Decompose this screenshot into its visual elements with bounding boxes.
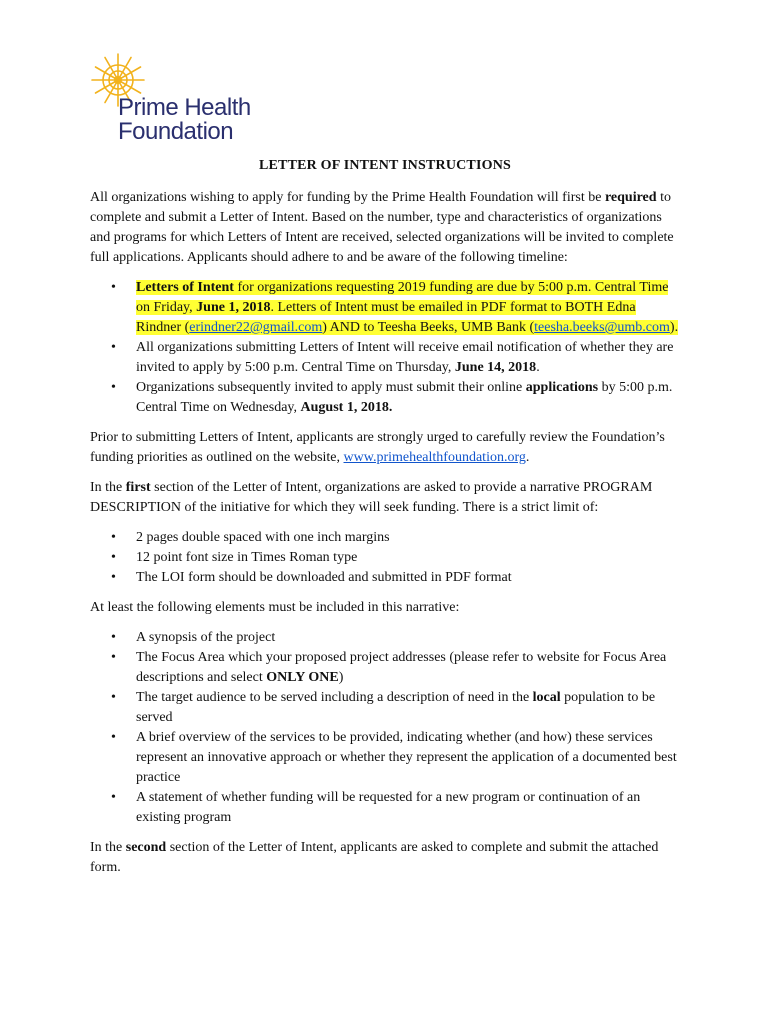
document-body [90, 156, 680, 888]
logo-line-1: Prime Health [118, 94, 251, 121]
timeline-text: . [536, 360, 540, 375]
logo-line-2: Foundation [118, 118, 234, 145]
bold-date-august-1: August 1, 2018. [300, 400, 393, 415]
intro-paragraph [90, 188, 680, 268]
logo-wordmark [118, 96, 251, 144]
prior-text-2: . [525, 450, 530, 465]
highlighted-text [136, 280, 678, 335]
list-item: • 2 pages double spaced with one inch margins [136, 528, 680, 548]
list-item [136, 648, 680, 688]
timeline-text: for organizations requesting 2019 funding are due by 5:00 p.m. Central Time on Friday, [136, 280, 669, 315]
timeline-text: . Letters of Intent must be emailed in PDF format to BOTH Edna Rindner ( [136, 300, 636, 335]
elements-list [90, 628, 680, 828]
bold-date-june-1: June 1, 2018 [196, 300, 271, 315]
timeline-item-letters [136, 278, 680, 338]
first-text-1: In the [90, 480, 126, 495]
intro-bold-required: required [604, 190, 657, 205]
element-text: The Focus Area which your proposed project addresses (please refer to website for Focus Area descriptions and select [136, 650, 667, 685]
bold-first: first [125, 480, 151, 495]
timeline-text: Organizations subsequently invited to apply must submit their online [136, 380, 526, 395]
bold-second: second [125, 840, 167, 855]
bold-only-one: ONLY ONE [266, 670, 339, 685]
list-item: • A synopsis of the project [136, 628, 680, 648]
prior-paragraph [90, 428, 680, 468]
timeline-item-applications [136, 378, 680, 418]
elements-intro: At least the following elements must be included in this narrative: [90, 600, 460, 615]
limits-list [90, 528, 680, 588]
bold-applications: applications [525, 380, 599, 395]
timeline-text: ). [669, 320, 679, 335]
first-text-2: section of the Letter of Intent, organizations are asked to provide a narrative PROGRAM DESCRIPTION of the initiative for which they will seek funding. There is a strict limit of: [90, 480, 653, 515]
element-text: population to be served [136, 690, 656, 725]
prime-health-foundation-logo [88, 50, 268, 150]
timeline-list [90, 278, 680, 418]
second-text-1: In the [90, 840, 126, 855]
prior-text-1: Prior to submitting Letters of Intent, applicants are strongly urged to carefully review the Foundation’s funding priorities as outlined on the website, [90, 430, 665, 465]
intro-text-1: All organizations wishing to apply for funding by the Prime Health Foundation will first be [90, 190, 605, 205]
timeline-item-notification [136, 338, 680, 378]
bold-date-june-14: June 14, 2018 [454, 360, 537, 375]
timeline-text: by 5:00 p.m. Central Time on Wednesday, [136, 380, 673, 415]
second-section-paragraph [90, 838, 680, 878]
website-link[interactable]: www.primehealthfoundation.org [343, 450, 526, 465]
list-item [136, 688, 680, 728]
list-item: • A statement of whether funding will be requested for a new program or continuation of an existing program [136, 788, 680, 828]
element-text: ) [338, 670, 344, 685]
list-item: • 12 point font size in Times Roman type [136, 548, 680, 568]
timeline-text: ) AND to Teesha Beeks, UMB Bank ( [322, 320, 535, 335]
bold-local: local [532, 690, 561, 705]
list-item: • The LOI form should be downloaded and submitted in PDF format [136, 568, 680, 588]
email-link-teesha[interactable]: teesha.beeks@umb.com [534, 320, 670, 335]
page-title: LETTER OF INTENT INSTRUCTIONS [258, 158, 512, 173]
timeline-text: All organizations submitting Letters of Intent will receive email notification of whether they are invited to apply by 5:00 p.m. Central Time on Thursday, [136, 340, 674, 375]
bold-letters-of-intent: Letters of Intent [136, 280, 234, 295]
first-section-paragraph [90, 478, 680, 518]
list-item: • A brief overview of the services to be provided, indicating whether (and how) these services represent an innovative approach or whether they represent the application of a documented best practice [136, 728, 680, 788]
intro-text-2: to complete and submit a Letter of Intent. Based on the number, type and characteristics of organizations and programs for which Letters of Intent are received, selected organizations will be invited to complete full applications. Applicants should adhere to and be aware of the following timeline: [90, 190, 674, 265]
second-text-2: section of the Letter of Intent, applicants are asked to complete and submit the attached form. [90, 840, 659, 875]
element-text: The target audience to be served including a description of need in the [136, 690, 533, 705]
email-link-erindner[interactable]: erindner22@gmail.com [189, 320, 323, 335]
